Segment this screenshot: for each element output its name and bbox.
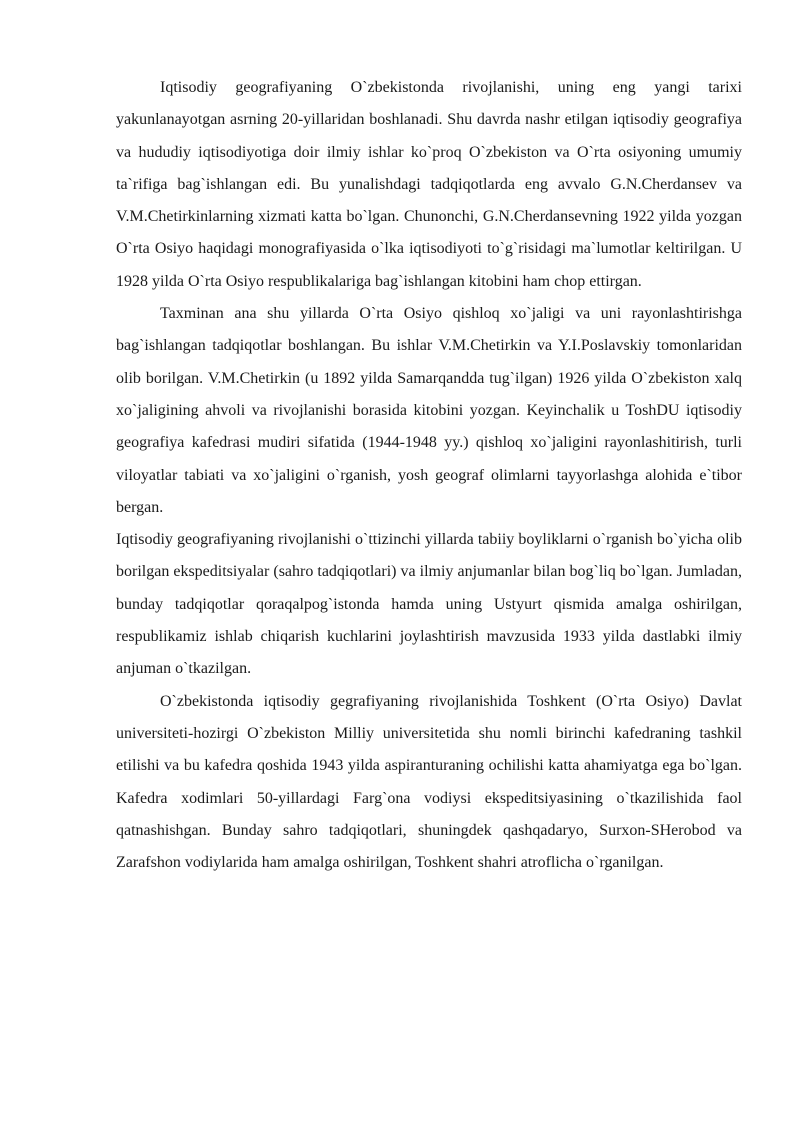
paragraph-4: O`zbekistonda iqtisodiy gegrafiyaning rivojlanishida Toshkent (O`rta Osiyo) Davlat universiteti-hozirgi O`zbekiston Milliy universitetida shu nomli birinchi kafedraning tashkil etilishi va bu kafedra qoshida 1943 yilda aspiranturaning ochilishi katta ahamiyatga ega bo`lgan. Kafedra xodimlari 50-yillardagi Farg`ona vodiysi ekspeditsiyasining o`tkazilishida faol qatnashishgan. Bunday sahro tadqiqotlari, shuningdek qashqadaryo, Surxon-SHerobod va Zarafshon vodiylarida ham amalga oshirilgan, Toshkent shahri atroflicha o`rganilgan.: [116, 692, 742, 872]
paragraph-1: Iqtisodiy geografiyaning O`zbekistonda rivojlanishi, uning eng yangi tarixi yakunlanayotgan asrning 20-yillaridan boshlanadi. Shu davrda nashr etilgan iqtisodiy geografiya va hududiy iqtisodiyotiga doir ilmiy ishlar ko`proq O`zbekiston va O`rta osiyoning umumiy ta`rifiga bag`ishlangan edi. Bu yunalishdagi tadqiqotlarda eng avvalo G.N.Cherdansev va V.M.Chetirkinlarning xizmati katta bo`lgan. Chunonchi, G.N.Cherdansevning 1922 yilda yozgan O`rta Osiyo haqidagi monografiyasida o`lka iqtisodiyoti to`g`risidagi ma`lumotlar keltirilgan. U 1928 yilda O`rta Osiyo respublikalariga bag`ishlangan kitobini ham chop ettirgan.: [116, 79, 742, 290]
document-page: [116, 72, 742, 879]
paragraph-3: Iqtisodiy geografiyaning rivojlanishi o`ttizinchi yillarda tabiiy boyliklarni o`rganish bo`yicha olib borilgan ekspeditsiyalar (sahro tadqiqotlari) va ilmiy anjumanlar bilan bog`liq bo`lgan. Jumladan, bunday tadqiqotlar qoraqalpog`istonda hamda uning Ustyurt qismida amalga oshirilgan, respublikamiz ishlab chiqarish kuchlarini joylashtirish mavzusida 1933 yilda dastlabki ilmiy anjuman o`tkazilgan.: [116, 531, 742, 678]
paragraph-2: Taxminan ana shu yillarda O`rta Osiyo qishloq xo`jaligi va uni rayonlashtirishga bag`ishlangan tadqiqotlar boshlangan. Bu ishlar V.M.Chetirkin va Y.I.Poslavskiy tomonlaridan olib borilgan. V.M.Chetirkin (u 1892 yilda Samarqandda tug`ilgan) 1926 yilda O`zbekiston xalq xo`jaligining ahvoli va rivojlanishi borasida kitobini yozgan. Keyinchalik u ToshDU iqtisodiy geografiya kafedrasi mudiri sifatida (1944-1948 yy.) qishloq xo`jaligini rayonlashitirish, turli viloyatlar tabiati va xo`jaligini o`rganish, yosh geograf olimlarni tayyorlashga alohida e`tibor bergan.: [116, 305, 742, 516]
